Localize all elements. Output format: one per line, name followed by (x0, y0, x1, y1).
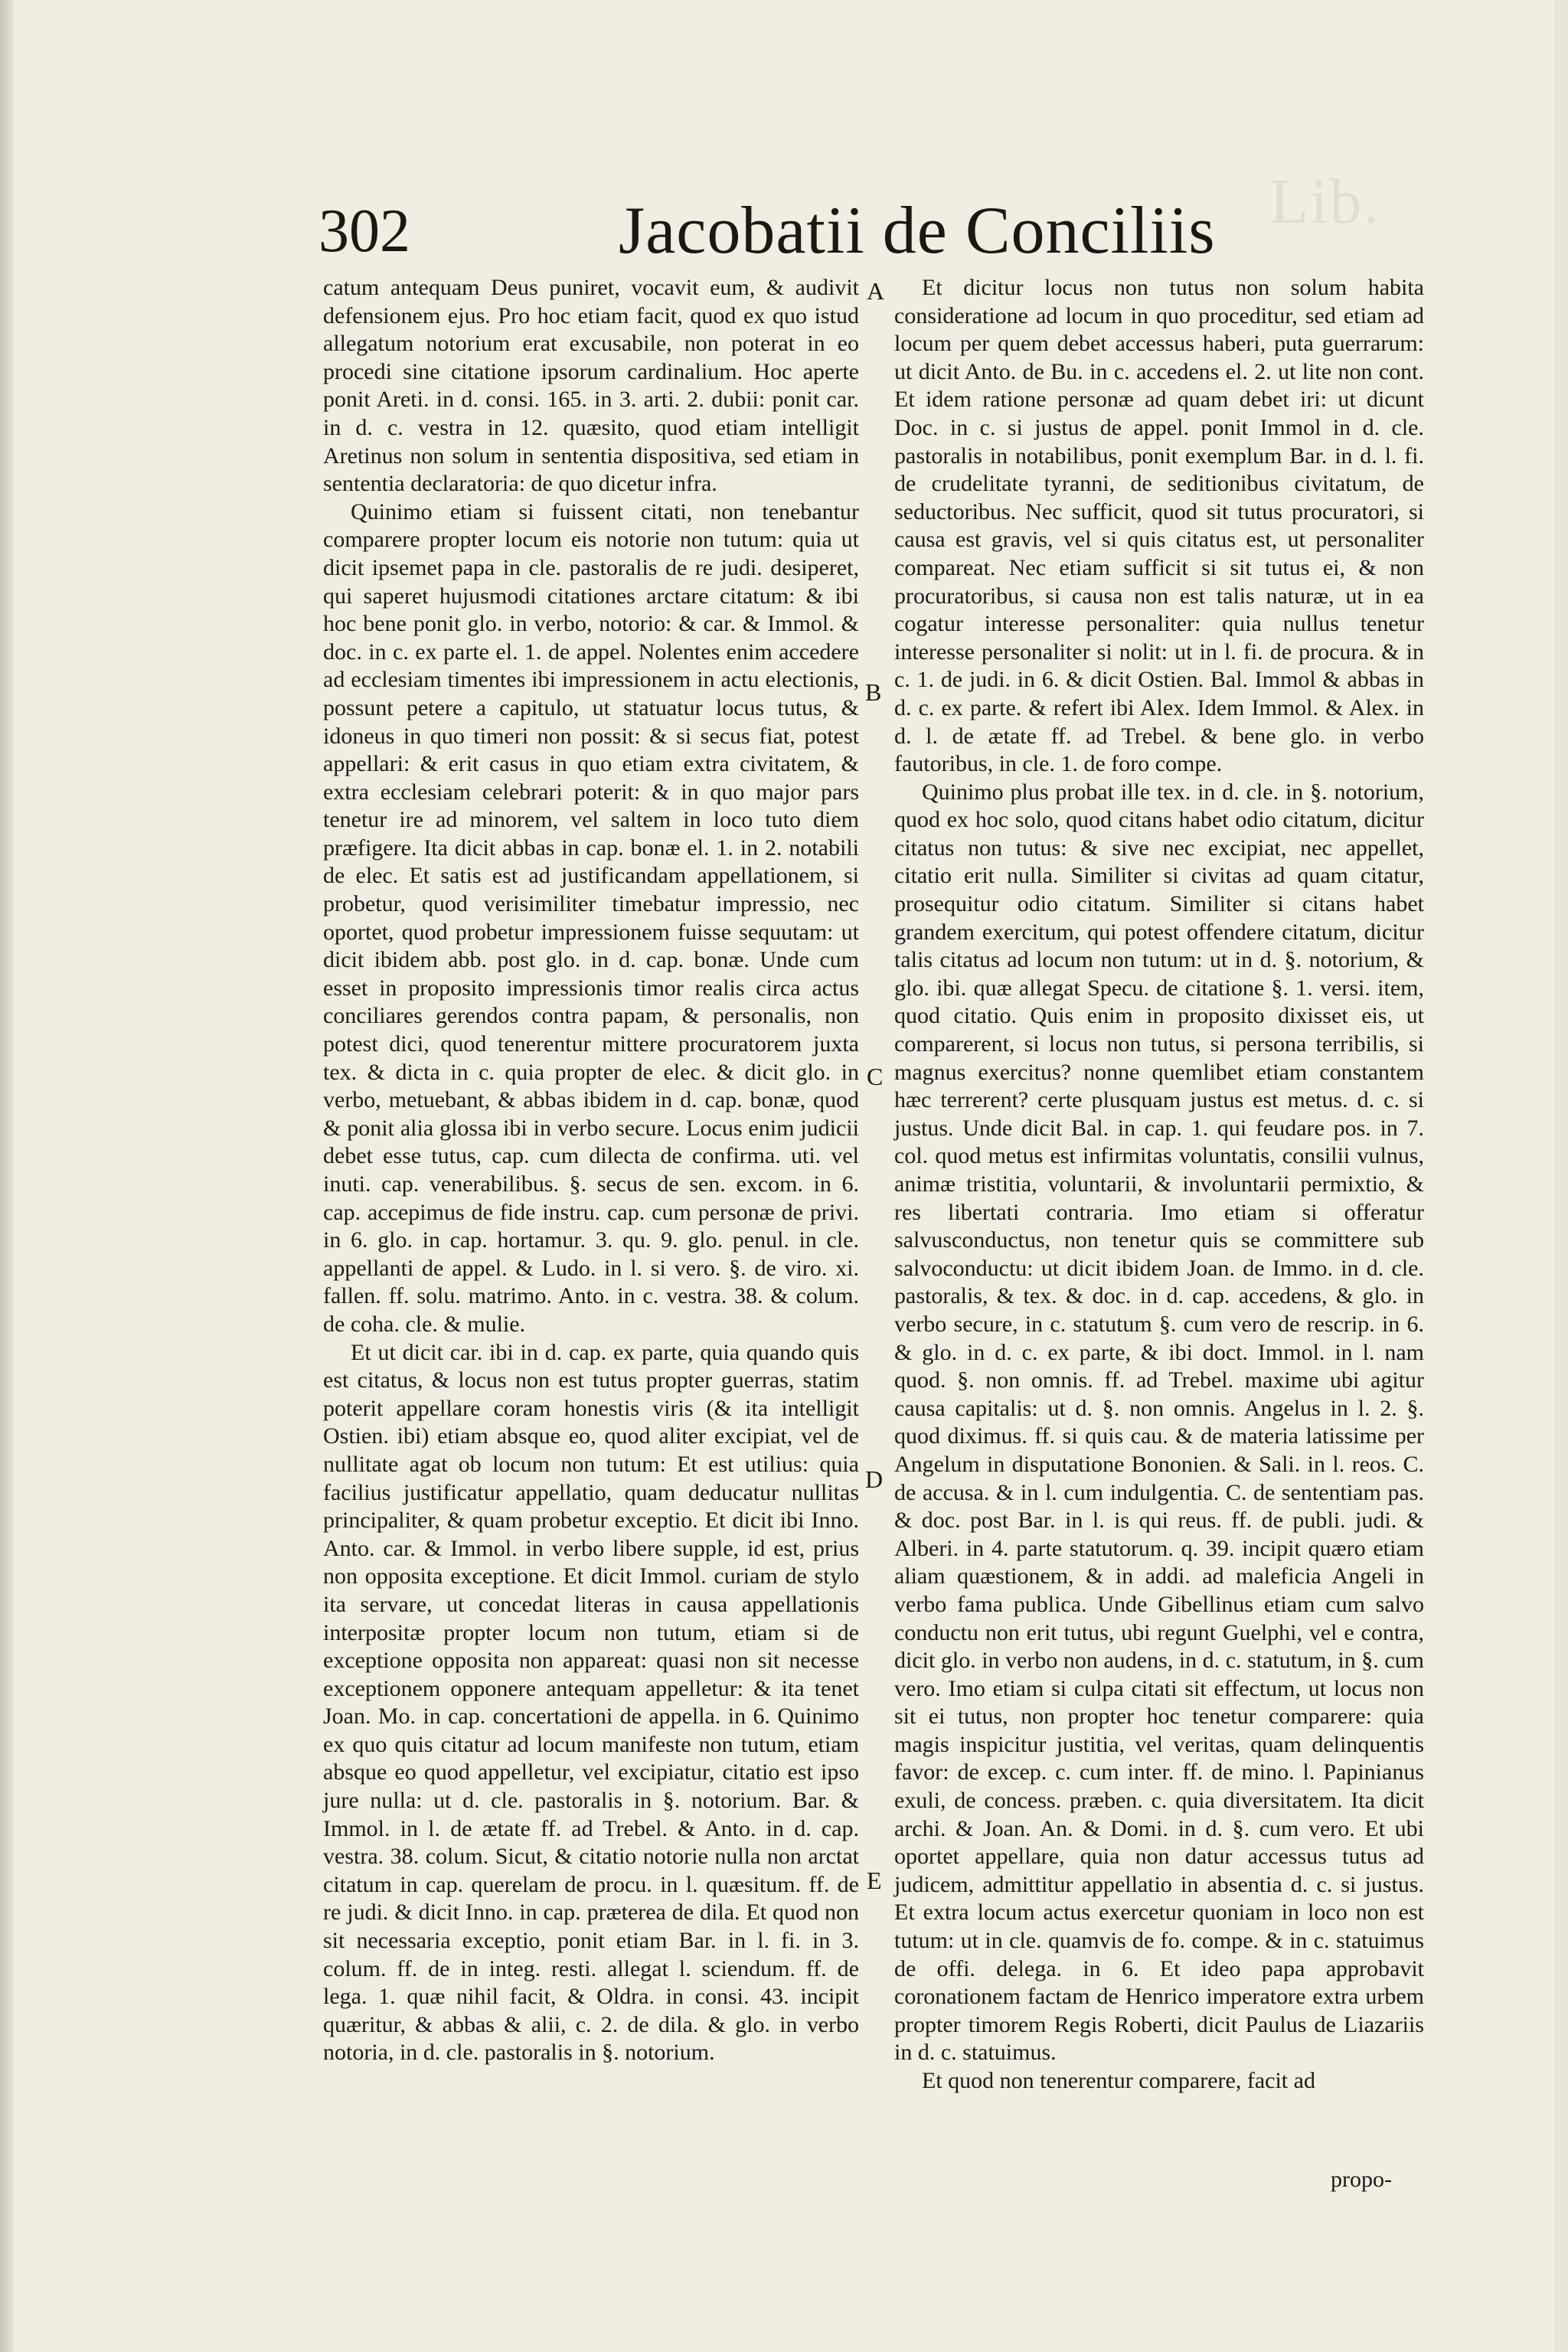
right-column (894, 274, 1424, 2096)
catchword: propo- (1331, 2167, 1392, 2192)
left-paragraph-2: Quinimo etiam si fuissent citati, non tenebantur comparere propter locum eis notorie non tutum: quia ut dicit ipsemet papa in cle. pastoralis de re judi. desiperet, qui saperet hujusmodi citationes arctare citatum: & ibi hoc bene ponit glo. in verbo, notorio: & car. & Immol. & doc. in c. ex parte el. 1. de appel. Nolentes enim accedere ad ecclesiam timentes ibi impressionem in actu electionis, possunt petere a capitulo, ut statuatur locus tutus, & idoneus in quo timeri non possit: & si secus fiat, potest appellari: & erit casus in quo etiam extra civitatem, & extra ecclesiam celebrari poterit: & in quo major pars tenetur ire ad minorem, vel saltem in loco tuto diem præfigere. Ita dicit abbas in cap. bonæ el. 1. in 2. notabili de elec. Et satis est ad justificandam appellationem, si probetur, quod verisimiliter timebatur impressio, nec oportet, quod probetur impressionem fuisse sequutam: ut dicit ibidem abb. post glo. in d. cap. bonæ. Unde cum esset in proposito impressionis timor realis circa actus conciliares gerendos contra papam, & personalis, non potest dici, quod tenerentur mittere procuratorem juxta tex. & dicta in c. quia propter de elec. & dicit glo. in verbo, metuebant, & abbas ibidem in d. cap. bonæ, quod & ponit alia glossa ibi in verbo secure. Locus enim judicii debet esse tutus, cap. cum dilecta de confirma. uti. vel inuti. cap. venerabilibus. §. secus de sen. excom. in 6. cap. accepimus de fide instru. cap. cum personæ de privi. in 6. glo. in cap. hortamur. 3. qu. 9. glo. penul. in cle. appellanti de appel. & Ludo. in l. si vero. §. de viro. xi. fallen. ff. solu. matrimo. Anto. in c. vestra. 38. & colum. de coha. cle. & mulie. (323, 498, 859, 1337)
bleed-through-text: Lib. (1269, 166, 1381, 237)
margin-marker-e: E (867, 1867, 882, 1894)
margin-marker-c: C (867, 1063, 884, 1090)
right-paragraph-2: Quinimo plus probat ille tex. in d. cle. in §. notorium, quod ex hoc solo, quod citans habet odio citatum, dicitur citatus non tutus: & sive nec excipiat, nec appellet, citatio erit nulla. Similiter si civitas ad quam citatur, prosequitur odio citatum. Similiter si citans habet grandem exercitum, qui potest offendere citatum, dicitur talis citatus ad locum non tutum: ut in d. §. notorium, & glo. ibi. quæ allegat Specu. de citatione §. 1. versi. item, quod citatio. Quis enim in proposito dixisset eis, ut comparerent, si locus non tutus, si persona terribilis, si magnus exercitus? nonne quemlibet etiam constantem hæc terrerent? certe plusquam justus est metus. d. c. si justus. Unde dicit Bal. in cap. 1. qui feudare pos. in 7. col. quod metus est infirmitas voluntatis, consilii vulnus, animæ tristitia, voluntarii, & involuntarii permixtio, & res libertati contraria. Imo etiam si offeratur salvusconductus, non tenetur quis se committere sub salvoconductu: ut dicit ibidem Joan. de Immo. in d. cle. pastoralis, & tex. & doc. in d. cap. accedens, & glo. in verbo secure, in c. statutum §. cum vero de rescrip. in 6. & glo. in d. c. ex parte, & ibi doct. Immol. in l. nam quod. §. non omnis. ff. ad Trebel. maxime ubi agitur causa capitalis: ut d. §. non omnis. Angelus in l. 2. §. quod diximus. ff. si quis cau. & de materia latissime per Angelum in disputatione Bononien. & Sali. in l. reos. C. de accusa. & in l. cum indulgentia. C. de sententiam pas. & doc. post Bar. in l. is qui reus. ff. de publi. judi. & Alberi. in 4. parte statutorum. q. 39. incipit quæro etiam aliam quæstionem, & in addi. ad maleficia Angeli in verbo fama publica. Unde Gibellinus etiam cum salvo conductu non erit tutus, ubi regunt Guelphi, vel e contra, dicit glo. in verbo non audens, in d. c. statutum, in §. cum vero. Imo etiam si culpa citati sit effectum, ut locus non sit ei tutus, non propter hoc tenetur comparere: quia magis inspicitur justitia, vel veritas, quam delinquentis favor: de excep. c. cum inter. ff. de mino. l. Papinianus exuli, de concess. præben. c. quia diversitatem. Ita dicit archi. & Joan. An. & Domi. in d. §. cum vero. Et ubi oportet appellare, quia non datur accessus tutus ad judicem, admittitur appellatio in absentia d. c. si justus. Et extra locum actus exercetur quoniam in loco non est tutum: ut in cle. quamvis de fo. compe. & in c. statuimus de offi. delega. in 6. Et ideo papa approbavit coronationem factam de Henrico imperatore extra urbem propter timorem Regis Roberti, dicit Paulus de Liazariis in d. c. statuimus. (894, 779, 1424, 2066)
left-column (323, 274, 859, 2067)
page-edge-shadow (0, 0, 14, 2352)
running-title: Jacobatii de Conciliis (619, 194, 1216, 268)
page-number: 302 (318, 198, 410, 265)
right-paragraph-1: Et dicitur locus non tutus non solum habita consideratione ad locum in quo proceditur, sed etiam ad locum per quem debet accessus haberi, puta guerrarum: ut dicit Anto. de Bu. in c. accedens el. 2. ut lite non cont. Et idem ratione personæ ad quam debet iri: ut dicunt Doc. in c. si justus de appel. ponit Immol in d. cle. pastoralis in notabilibus, ponit exemplum Bar. in d. l. fi. de crudelitate tyranni, de seditionibus civitatum, de seductoribus. Nec sufficit, quod sit tutus procuratori, si causa est gravis, vel si quis citatus est, ut personaliter compareat. Nec etiam sufficit si sit tutus ei, & non procuratoribus, si causa non est talis naturæ, ut in ea cogatur interesse personaliter: quia nullus tenetur interesse personaliter si nolit: ut in l. fi. de procura. & in c. 1. de judi. in 6. & dicit Ostien. Bal. Immol & abbas in d. c. ex parte. & refert ibi Alex. Idem Immol. & Alex. in d. l. de ætate ff. ad Trebel. & bene glo. in verbo fautoribus, in cle. 1. de foro compe. (894, 275, 1424, 777)
margin-marker-b: B (865, 678, 882, 706)
margin-marker-d: D (865, 1465, 884, 1493)
left-paragraph-3: Et ut dicit car. ibi in d. cap. ex parte, quia quando quis est citatus, & locus non est tutus propter guerras, statim poterit appellare coram honestis viris (& ita intelligit Ostien. ibi) etiam absque eo, quod aliter excipiat, vel de nullitate agat ob locum non tutum: Et est utilius: quia facilius justificatur appellatio, quam deducatur nullitas principaliter, & quam probetur exceptio. Et dicit ibi Inno. Anto. car. & Immol. in verbo libere supple, id est, prius non opposita exceptione. Et dicit Immol. curiam de stylo ita servare, ut concedat literas in causa appellationis interpositæ propter locum non tutum, etiam si de exceptione opposita non appareat: quasi non sit necesse exceptionem opponere antequam appelletur: & ita tenet Joan. Mo. in cap. concertationi de appella. in 6. Quinimo ex quo quis citatur ad locum manifeste non tutum, etiam absque eo quod appelletur, vel excipiatur, citatio est ipso jure nulla: ut d. cle. pastoralis in §. notorium. Bar. & Immol. in l. de ætate ff. ad Trebel. & Anto. in d. cap. vestra. 38. colum. Sicut, & citatio notorie nulla non arctat citatum in cap. querelam de procu. in l. quæsitum. ff. de re judi. & dicit Inno. in cap. præterea de dila. Et quod non sit necessaria exceptio, ponit etiam Bar. in l. fi. in 3. colum. ff. de in integ. resti. allegat l. sciendum. ff. de lega. 1. quæ nihil facit, & Oldra. in consi. 43. incipit quæritur, & abbas & alii, c. 2. de dila. & glo. in verbo notoria, in d. cle. pastoralis in §. notorium. (323, 1339, 859, 2066)
margin-marker-a: A (867, 277, 885, 305)
left-paragraph-1: catum antequam Deus puniret, vocavit eum, & audivit defensionem ejus. Pro hoc etiam facit, quod ex quo istud allegatum notorium erat excusabile, non poterat in eo procedi sine citatione ipsorum cardinalium. Hoc aperte ponit Areti. in d. consi. 165. in 3. arti. 2. dubii: ponit car. in d. c. vestra in 12. quæsito, quod etiam intelligit Aretinus non solum in sententia dispositiva, sed etiam in sententia declaratoria: de quo dicetur infra. (323, 275, 859, 497)
right-paragraph-3: Et quod non tenerentur comparere, facit ad (922, 2068, 1315, 2093)
